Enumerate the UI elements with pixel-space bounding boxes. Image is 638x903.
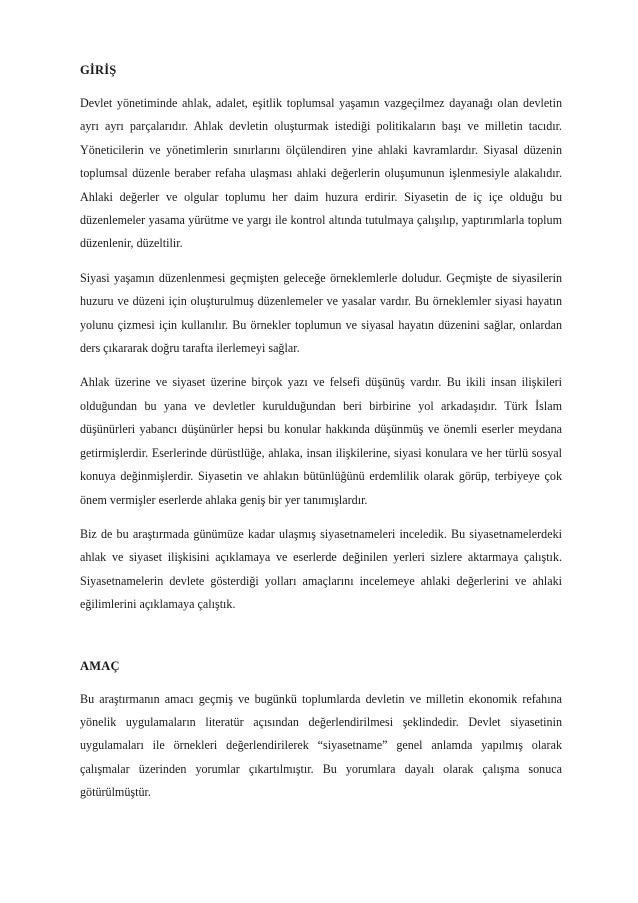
paragraph: Bu araştırmanın amacı geçmiş ve bugünkü toplumlarda devletin ve milletin ekonomik refahına yönelik uygulamaların literatür açısından değerlendirilmesi şeklindedir. Devlet siyasetinin uygulamaları ile örnekleri değerlendirilerek “siyasetname” genel anlamda yapılmış olarak çalışmalar üzerinden yorumlar çıkartılmıştır. Bu yorumlara dayalı olarak çalışma sonuca götürülmüştür. [80,691,562,800]
paragraph: Devlet yönetiminde ahlak, adalet, eşitlik toplumsal yaşamın vazgeçilmez dayanağı olan devletin ayrı ayrı parçalarıdır. Ahlak devletin oluşturmak istediği politikaların başı ve milletin tacıdır. Yöneticilerin ve yönetimlerin sınırlarını ölçülendiren yine ahlaki kavramlardır. Siyasal düzenin toplumsal düzenle beraber refaha ulaşması ahlaki değerlerin oluşumunun işlenmesiyle alakalıdır. Ahlaki değerler ve olgular toplumu her daim huzura erdirir. Siyasetin de iç içe olduğu bu düzenlemeler yasama yürütme ve yargı ile kontrol altında tutulmaya çalışılıp, yaptırımlarla toplum düzenlenir, düzeltilir. [80,96,562,251]
section-heading-giris: GİRİŞ [80,63,117,77]
paragraph: Ahlak üzerine ve siyaset üzerine birçok yazı ve felsefi düşünüş vardır. Bu ikili insan ilişkileri olduğundan bu yana ve devletler kurulduğundan beri birbirine yol arkadaşıdır. Türk İslam düşünürleri yabancı düşünürler hepsi bu konular hakkında düşünmüş ve önemli eserler meydana getirmişlerdir. Eserlerinde dürüstlüğe, ahlaka, insan ilişkilerine, siyasi konulara ve her türlü sosyal konuya değinmişlerdir. Siyasetin ve ahlakın bütünlüğünü erdemlilik olarak görüp, terbiyeye çok önem vermişler eserlerde ahlaka geniş bir yer tanımışlardır. [80,375,562,507]
document-page [80,62,562,816]
paragraph: Siyasi yaşamın düzenlenmesi geçmişten geleceğe örneklemlerle doludur. Geçmişte de siyasilerin huzuru ve düzeni için oluşturulmuş düzenlemeler ve yasalar vardır. Bu örneklemler siyasi hayatın yolunu çizmesi için kullanılır. Bu örnekler toplumun ve siyasal hayatın düzenini sağlar, onlardan ders çıkararak doğru tarafta ilerlemeyi sağlar. [80,270,562,356]
section-heading-amac: AMAÇ [80,658,120,673]
paragraph: Biz de bu araştırmada günümüze kadar ulaşmış siyasetnameleri inceledik. Bu siyasetnamelerdeki ahlak ve siyaset ilişkisini açıklamaya ve eserlerde değinilen yerleri sizlere aktarmaya çalıştık. Siyasetnamelerin devlete gösterdiği yolları amaçlarını incelemeye ahlaki değerlerini ve ahlaki eğilimlerini açıklamaya çalıştık. [80,526,562,612]
section-spacer [80,628,562,658]
